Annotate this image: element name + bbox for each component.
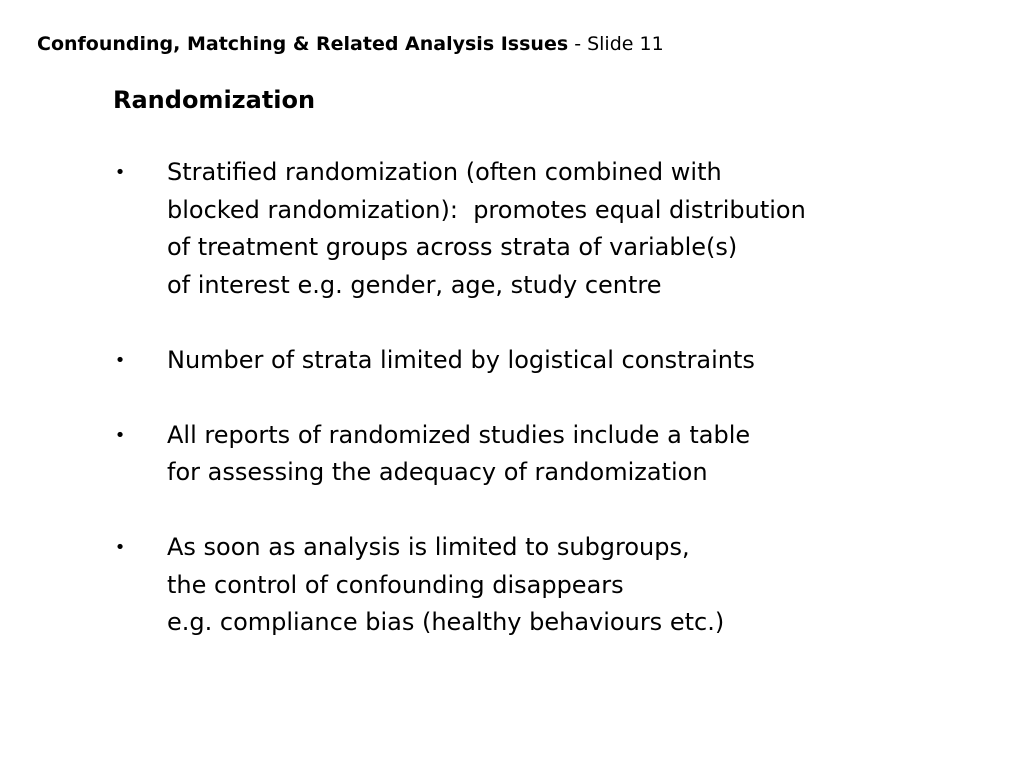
bullet-text-line: of interest e.g. gender, age, study centre [167, 270, 662, 299]
bullet-text-line: As soon as analysis is limited to subgroups, [167, 533, 690, 561]
bullet-text-line: of treatment groups across strata of variable(s) [167, 233, 738, 261]
bullet-item-subgroups [113, 529, 993, 642]
bullet-icon: • [114, 424, 126, 446]
bullet-icon: • [114, 349, 126, 371]
bullet-text-line: Stratified randomization (often combined with [167, 158, 722, 186]
bullet-list [113, 154, 993, 679]
bullet-item-stratified [113, 154, 993, 304]
bullet-text-line: e.g. compliance bias (healthy behaviours etc.) [167, 608, 725, 636]
bullet-text-line: Number of strata limited by logistical constraints [167, 345, 755, 374]
slide-number: Slide 11 [587, 33, 664, 55]
section-heading: Randomization [113, 86, 316, 114]
title-separator: - [568, 33, 588, 55]
bullet-item-reports [113, 417, 993, 492]
bullet-text-line: blocked randomization): promotes equal distribution [167, 195, 806, 224]
bullet-text-line: All reports of randomized studies include a table [167, 420, 751, 449]
slide-header [37, 31, 664, 57]
bullet-icon: • [114, 537, 126, 558]
bullet-text-line: the control of confounding disappears [167, 570, 624, 599]
bullet-text-line: for assessing the adequacy of randomization [167, 458, 708, 486]
slide-title: Confounding, Matching & Related Analysis Issues [37, 33, 569, 55]
bullet-icon: • [114, 162, 126, 183]
bullet-item-strata-limit [113, 342, 993, 380]
